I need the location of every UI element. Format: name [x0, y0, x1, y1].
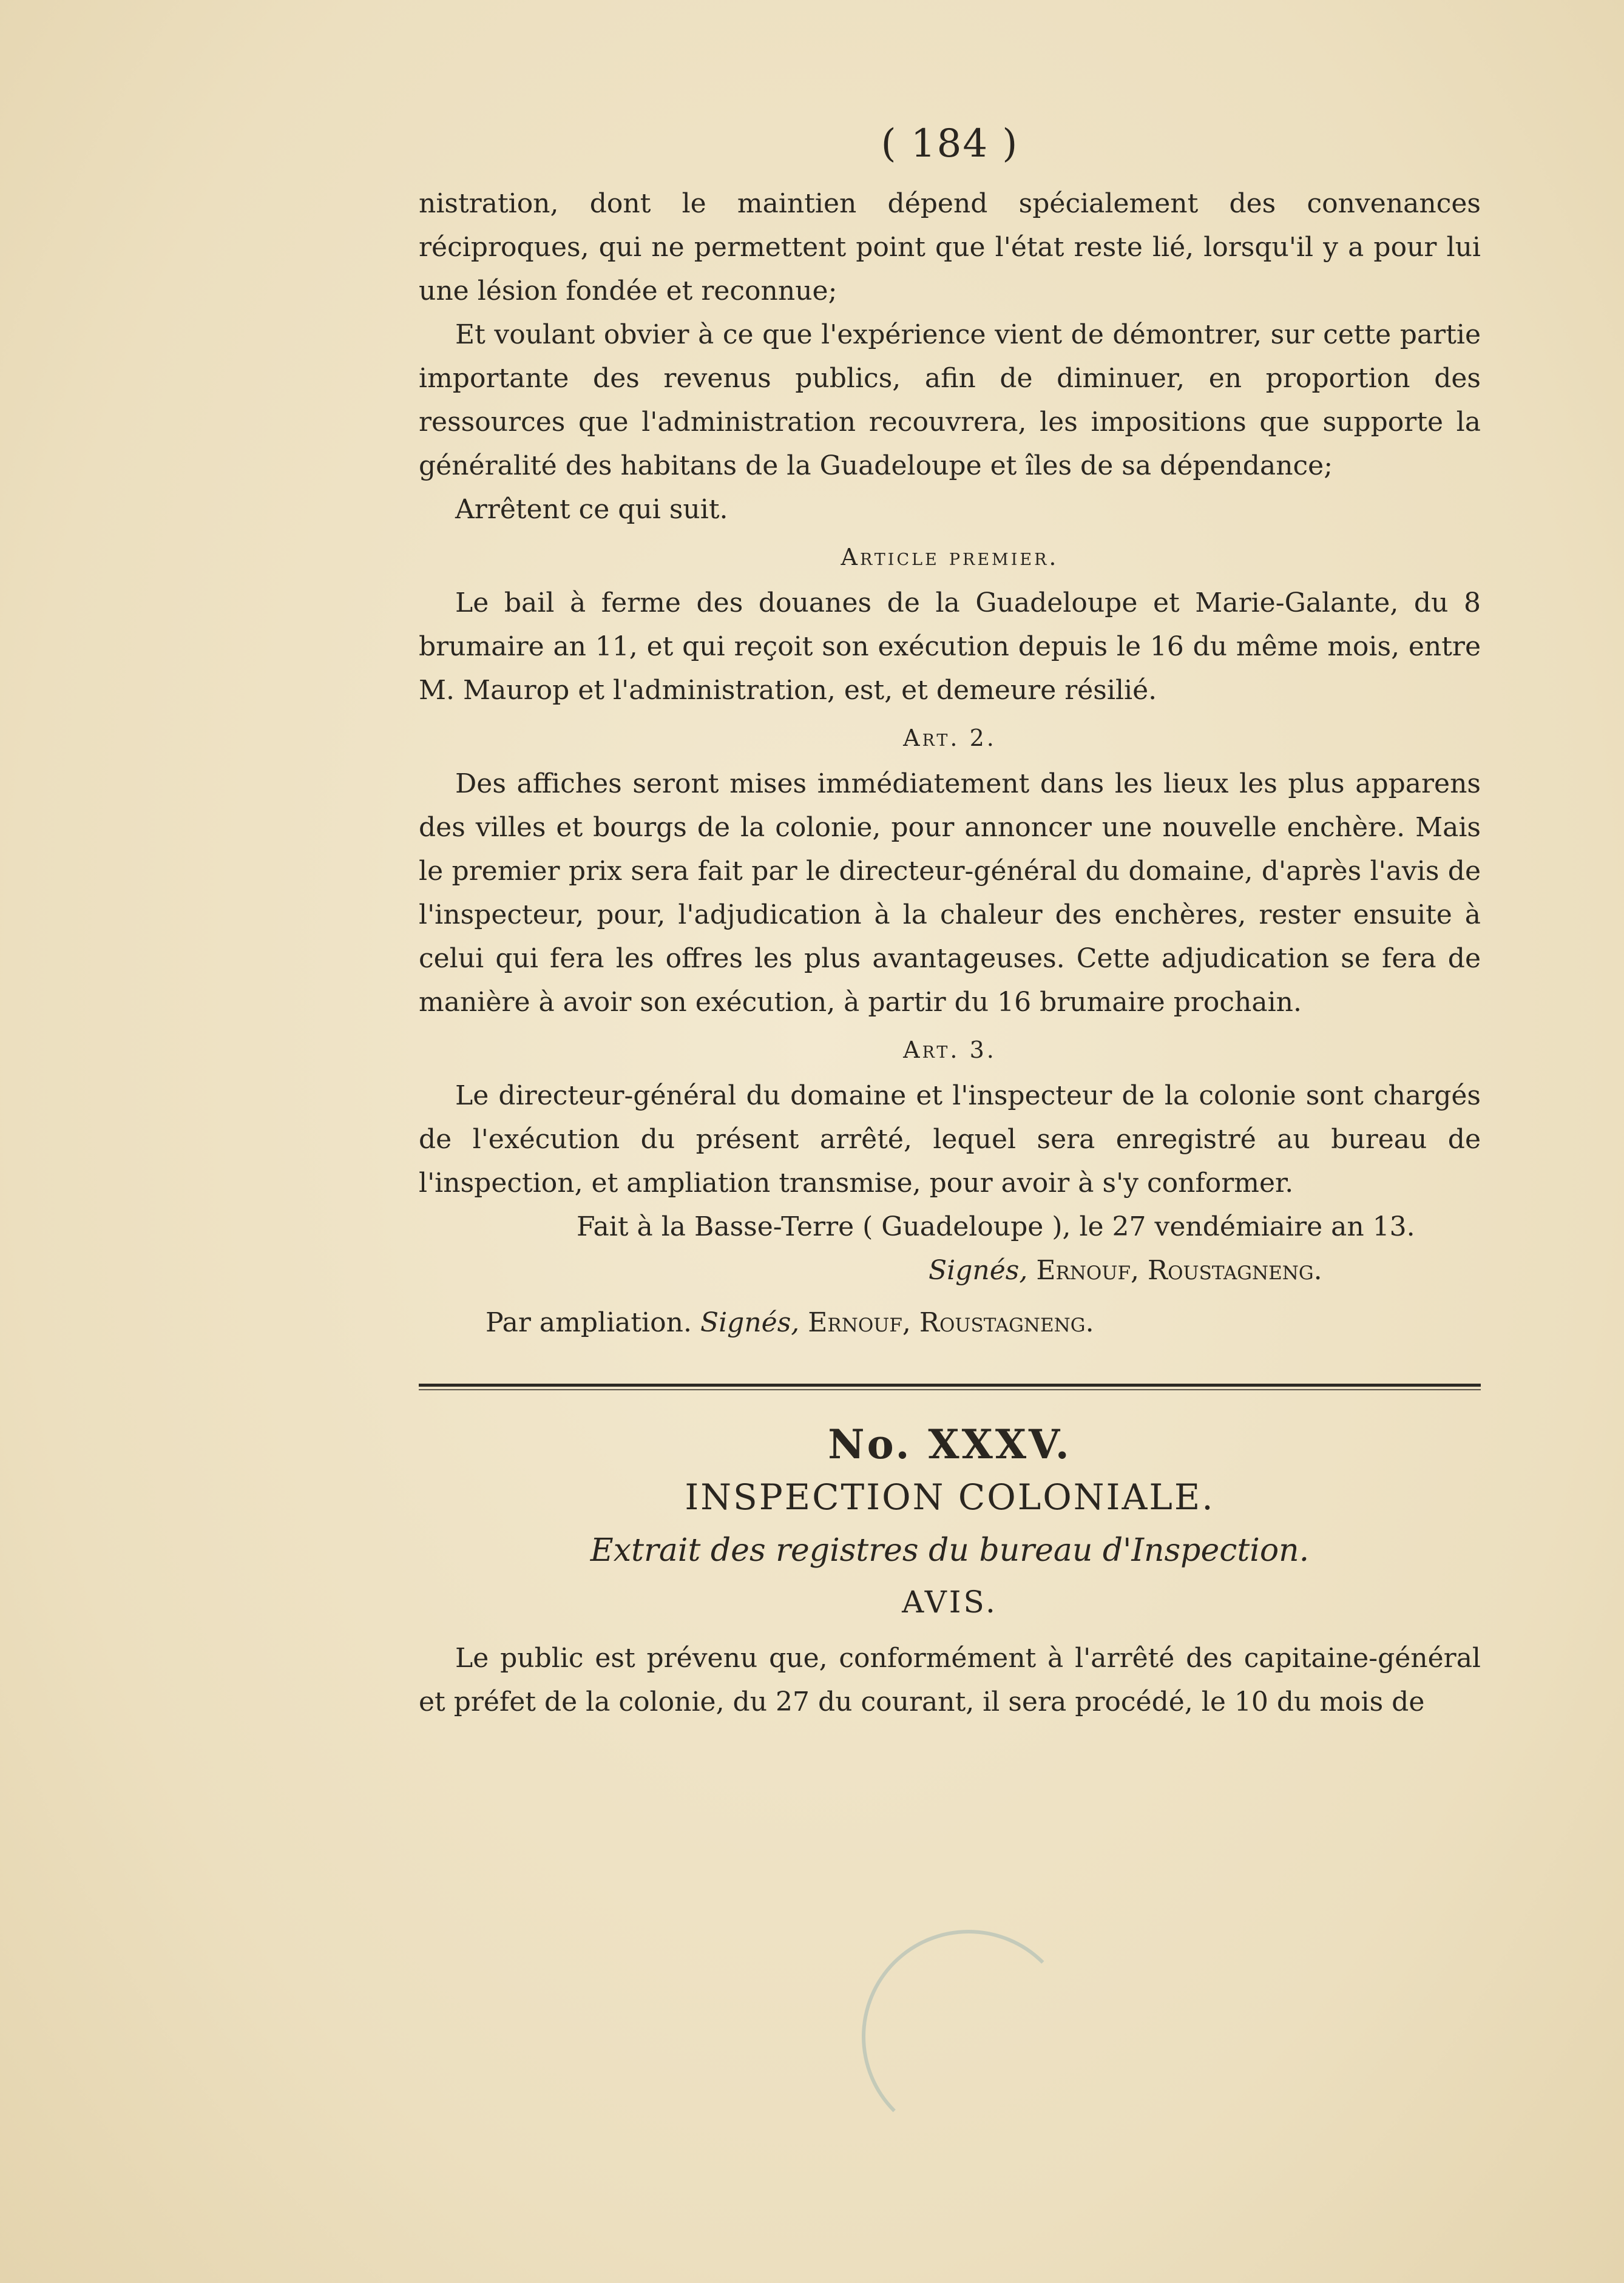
signatures-line — [929, 1249, 1481, 1293]
signes-label: Signés, — [929, 1255, 1028, 1286]
paragraph-3: Arrêtent ce qui suit. — [455, 494, 728, 525]
ampliation-signes: Signés, — [700, 1307, 800, 1338]
ampliation-label: Par ampliation. — [486, 1307, 692, 1338]
article-1-heading: Article premier. — [841, 544, 1059, 570]
paragraph-2: Et voulant obvier à ce que l'expérience vient de démontrer, sur cette partie importante des revenus publics, afin de diminuer, en proportion des ressources que l'administration recouvrera, les impositions que supporte la généralité des habitans de la Guadeloupe et îles de sa dépendance; — [419, 319, 1481, 481]
ampliation-line — [486, 1301, 1481, 1345]
faded-stamp-mark — [862, 1930, 1075, 2143]
page-number: ( 184 ) — [881, 121, 1019, 166]
section-title: INSPECTION COLONIALE. — [685, 1476, 1215, 1518]
signes-names: Ernouf, Roustagneng. — [1036, 1255, 1322, 1286]
article-1-text: Le bail à ferme des douanes de la Guadeloupe et Marie-Galante, du 8 brumaire an 11, et qui reçoit son exécution depuis le 16 du même mois, entre M. Maurop et l'administration, est, et demeure résilié. — [419, 587, 1481, 706]
paragraph-1: nistration, dont le maintien dépend spécialement des convenances réciproques, qui ne permettent point que l'état reste lié, lorsqu'il y a pour lui une lésion fondée et reconnue; — [419, 188, 1481, 306]
article-3-heading: Art. 3. — [903, 1037, 996, 1063]
section-divider — [419, 1384, 1481, 1390]
section-subtitle: Extrait des registres du bureau d'Inspection. — [590, 1532, 1310, 1569]
document-page — [419, 121, 1481, 1724]
article-2-heading: Art. 2. — [903, 725, 996, 751]
article-3-text: Le directeur-général du domaine et l'inspecteur de la colonie sont chargés de l'exécution du présent arrêté, lequel sera enregistré au bureau de l'inspection, et ampliation transmise, pour avoir à s'y conformer. — [419, 1080, 1481, 1199]
article-2-text: Des affiches seront mises immédiatement dans les lieux les plus apparens des villes et bourgs de la colonie, pour annoncer une nouvelle enchère. Mais le premier prix sera fait par le directeur-général du domaine, d'après l'avis de l'inspecteur, pour, l'adjudication à la chaleur des enchères, rester ensuite à celui qui fera les offres les plus avantageuses. Cette adjudication se fera de manière à avoir son exécution, à partir du 16 brumaire prochain. — [419, 768, 1481, 1018]
avis-heading: AVIS. — [902, 1585, 998, 1620]
place-date-line: Fait à la Basse-Terre ( Guadeloupe ), le 27 vendémiaire an 13. — [577, 1211, 1415, 1242]
ampliation-names: Ernouf, Roustagneng. — [808, 1307, 1094, 1338]
section-number: No. XXXV. — [828, 1421, 1072, 1468]
avis-text: Le public est prévenu que, conformément à l'arrêté des capitaine-général et préfet de la colonie, du 27 du courant, il sera procédé, le 10 du mois de — [419, 1643, 1481, 1717]
